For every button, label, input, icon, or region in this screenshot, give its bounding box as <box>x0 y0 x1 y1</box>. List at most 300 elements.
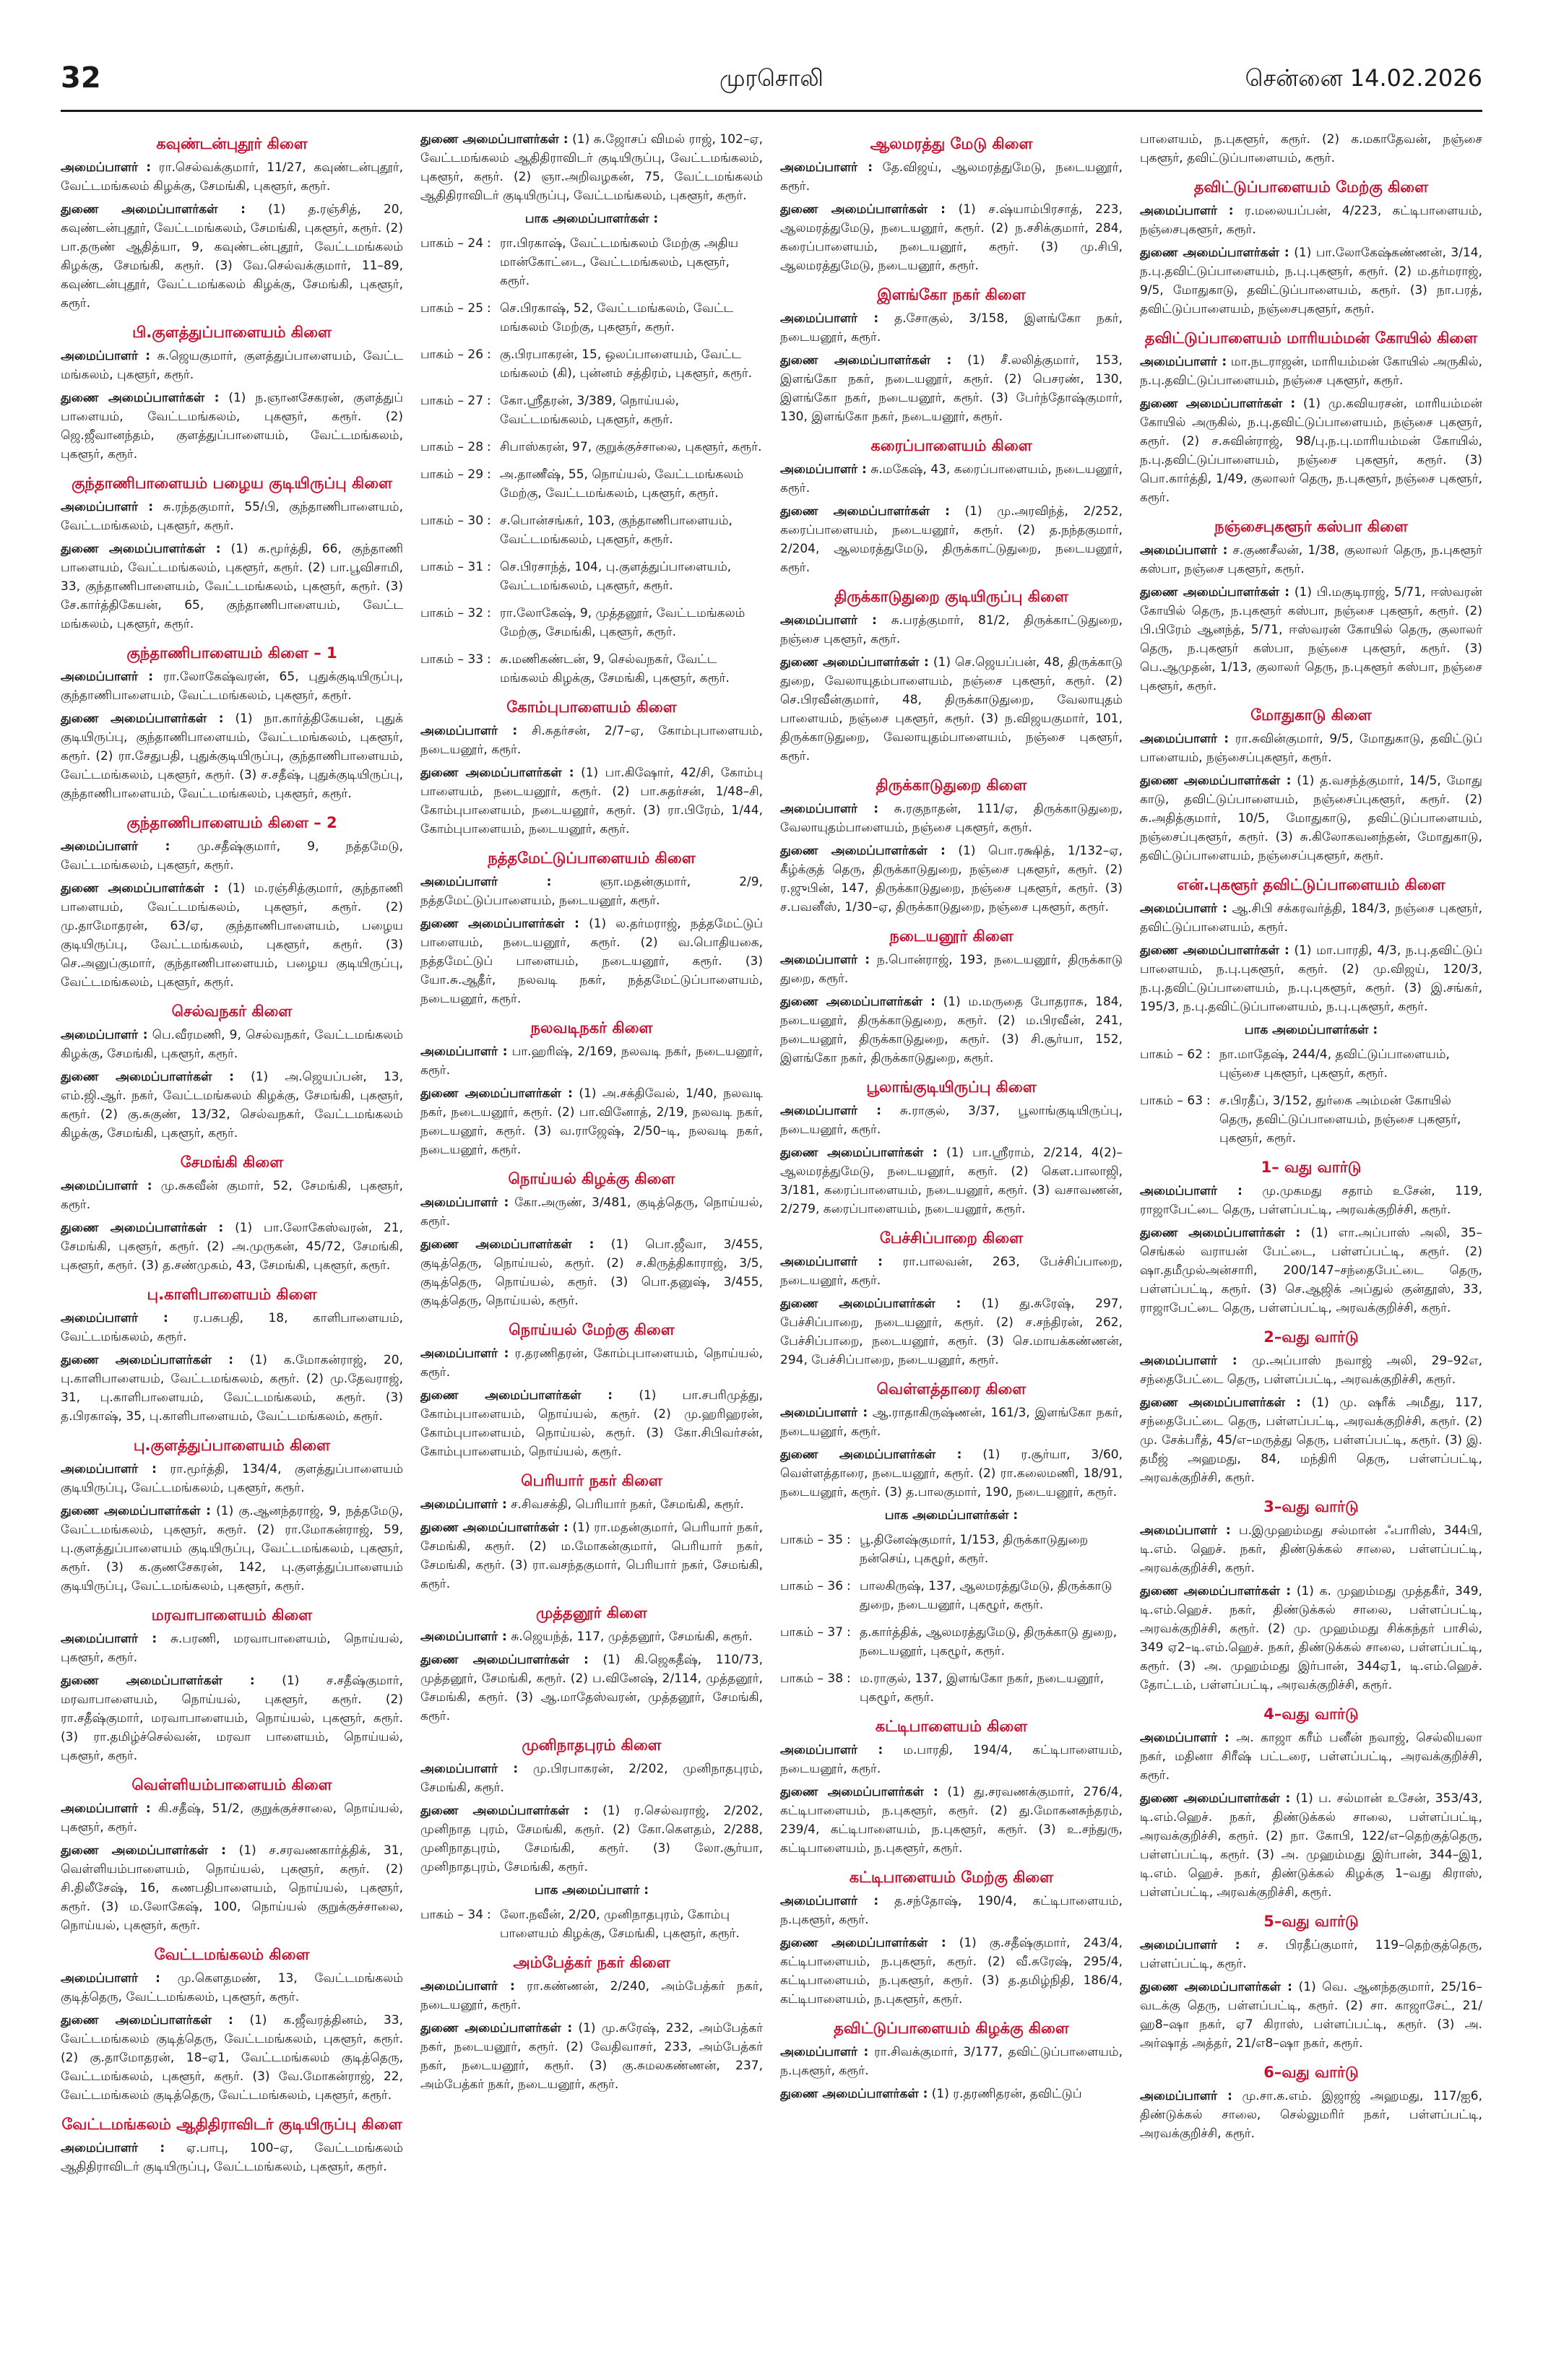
member-details: கோ.அருண், 3/481, குடித்தெரு, நொய்யல், கரூர். <box>420 1195 763 1229</box>
member-details: சு.மகேஷ், 43, கரைப்பாளையம், நடையனூர், கரூர். <box>780 462 1123 496</box>
member-entry <box>61 200 403 313</box>
part-row <box>1140 1045 1482 1083</box>
role-label: துணை அமைப்பாளர்கள் : <box>420 1804 589 1818</box>
role-label: அமைப்பாளர் : <box>61 160 152 175</box>
branch-section <box>1140 1158 1482 1317</box>
part-separator: : <box>487 467 491 482</box>
member-entry <box>61 389 403 464</box>
branch-title: நத்தமேட்டுப்பாளையம் கிளை <box>488 849 696 867</box>
branch-section <box>1140 706 1482 865</box>
member-entry <box>780 1252 1123 1290</box>
role-label: துணை அமைப்பாளர்கள் : <box>61 1504 211 1518</box>
role-label: துணை அமைப்பாளர்கள் : <box>61 881 219 896</box>
member-details: ஞா.மதன்குமார், 2/9, நத்தமேட்டுப்பாளையம், நடையனூர், கரூர். <box>420 875 763 908</box>
member-entry <box>780 800 1123 837</box>
branch-section <box>780 1078 1123 1219</box>
part-details: அ.தாணீஷ், 55, நொய்யல், வேட்டமங்கலம் மேற்கு, வேட்டமங்கலம், புகளூர், கரூர். <box>500 467 744 501</box>
branch-section <box>420 1953 763 2094</box>
role-label: அமைப்பாளர் : <box>780 953 870 967</box>
member-details: (1) ந.ஞானசேகரன், குளத்துப் பாளையம், வேட்டமங்கலம், புகளூர், கரூர். (2) ஜெ.ஜீவானந்தம், குளத்துப்பாளையம், வேட்டமங்கலம், புகளூர், கரூர். <box>61 391 403 462</box>
dateline: சென்னை 14.02.2026 <box>1245 64 1482 92</box>
member-details: மு.சா.க.எம். இஜாஜ் அஹமது, 117/ஐ6, திண்டுக்கல் சாலை, செல்லுமரிர் நகர், பள்ளப்பட்டி, அரவக்குறிச்சி, கரூர். <box>1140 2089 1482 2141</box>
part-separator: : <box>487 394 491 408</box>
branch-section <box>420 1736 763 1943</box>
member-details: (1) மா.பாரதி, 4/3, ந.பு.தவிட்டுப் பாளையம், ந.பு.புகளூர், கரூர். (2) மு.விஜய், 120/3, ந.பு.தவிட்டுப்பாளையம், ந.பு.புகளூர், கரூர். (3) இ.சங்கர், 195/3, ந.பு.தவிட்டுப்பாளையம், ந.பு.புகளூர், கரூர். <box>1140 943 1482 1014</box>
branch-title: பேச்சிப்பாறை கிளை <box>879 1229 1024 1247</box>
branch-section <box>61 1285 403 1426</box>
member-entry <box>1140 1936 1482 1973</box>
member-details: சு.பரத்குமார், 81/2, திருக்காட்டுதுறை, நஞ்சை புகளூர், கரூர். <box>780 613 1123 646</box>
part-separator: : <box>847 1579 851 1593</box>
member-details: மு.சதீஷ்குமார், 9, நத்தமேடு, வேட்டமங்கலம், புகளூர், கரூர். <box>61 839 403 873</box>
member-entry <box>420 1235 763 1310</box>
member-entry <box>420 1627 763 1646</box>
role-label: துணை அமைப்பாளர்கள் : <box>1140 1980 1292 1994</box>
branch-title: குந்தாணிபாளையம் கிளை – 1 <box>126 644 337 662</box>
member-details: (1) க. முஹம்மது முத்தகீர், 349, டி.எம்.ஹெச். நகர், திண்டுக்கல் சாலை, பள்ளப்பட்டி, அரவக்குறிச்சி, கரூர். (2) மு. முஹம்மது சிக்கந்தர் பாசில், 349 ஏ2–டி.எம்.ஹெச். நகர், திண்டுக்கல் சாலை, பள்ளப்பட்டி, கரூர். (3) அ. முஹம்மது இர்பான், 344ஏ1, டி.எம்.ஹெச். தோட்டம், பள்ளப்பட்டி, அரவக்குறிச்சி, கரூர். <box>1140 1584 1482 1692</box>
role-label: அமைப்பாளர் : <box>420 1346 509 1361</box>
role-label: அமைப்பாளர் : <box>61 670 154 684</box>
member-entry <box>780 1741 1123 1778</box>
role-label: அமைப்பாளர் : <box>61 2141 165 2155</box>
branch-section <box>780 1229 1123 1369</box>
part-number: பாகம் – 25 <box>420 301 484 316</box>
role-label: அமைப்பாளர் : <box>780 2045 869 2059</box>
role-label: துணை அமைப்பாளர்கள் : <box>1140 1791 1291 1806</box>
role-label: அமைப்பாளர் : <box>780 1255 883 1269</box>
member-details: மு.பிரபாகரன், 2/202, முனிநாதபுரம், சேமங்கி, கரூர். <box>420 1762 763 1795</box>
part-number: பாகம் – 32 <box>420 606 484 620</box>
member-details: ப.இமுஹம்மது சல்மான் ஃபாரிஸ், 344பி, டி.எம். ஹெச். நகர், திண்டுக்கல் சாலை, பள்ளப்பட்டி, அரவக்குறிச்சி, கரூர். <box>1140 1523 1482 1575</box>
part-separator: : <box>487 347 491 362</box>
member-entry <box>420 130 763 205</box>
member-entry <box>61 879 403 992</box>
member-details: (1) மு.கவியரசன், மாரியம்மன் கோயில் அருகில், ந.பு.தவிட்டுப்பாளையம், நஞ்சை புகளூர், கரூர். (2) ச.சுவின்ராஜ், 98/பு.ந.பு.மாரியம்மன் கோயில், ந.பு.தவிட்டுப்பாளையம், நஞ்சை புகளூர், கரூர். (3) பொ.கார்த்தி, 1/49, குலாலர் தெரு, ந.புகளூர், நஞ்சை புகளூர், கரூர். <box>1140 397 1482 505</box>
branch-title: பு.காளிபாளையம் கிளை <box>147 1286 317 1303</box>
member-details: (1) ச.சதீஷ்குமார், மரவாபாளையம், நொய்யல், புகளூர், கரூர். (2) ரா.சதீஷ்குமார், மரவாபாளையம், நொய்யல், புகளூர், கரூர். (3) ரா.தமிழ்ச்செல்வன், மரவா பாளையம், நொய்யல், புகளூர், கரூர். <box>61 1674 403 1763</box>
member-entry <box>780 502 1123 577</box>
role-label: துணை அமைப்பாளர்கள் : <box>780 353 952 368</box>
branch-title: மரவாபாளையம் கிளை <box>151 1606 313 1624</box>
role-label: அமைப்பாளர் : <box>780 311 879 326</box>
part-details: ரா.லோகேஷ், 9, முத்தனூர், வேட்டமங்கலம் மேற்கு, சேமங்கி, புகளூர், கரூர். <box>500 606 745 639</box>
part-details: கு.பிரபாகரன், 15, ஒலப்பாளையம், வேட்ட மங்கலம் (கி), புன்னம் சத்திரம், புகளூர், கரூர். <box>500 347 753 381</box>
member-details: (1) ப. சல்மான் உசேன், 353/43, டி.எம்.ஹெச். நகர், திண்டுக்கல் சாலை, பள்ளப்பட்டி, அரவக்குறிச்சி, கரூர். (2) நா. கோபி, 122/எ–தெற்குத்தெரு, பள்ளப்பட்டி, கரூர். (3) அ. முஹம்மது இர்பான், 344–இ1, டி.எம். ஹெச். நகர், திண்டுக்கல் கிழக்கு 1–வது கிராஸ், பள்ளப்பட்டி, அரவக்குறிச்சி, கரூர். <box>1140 1791 1482 1900</box>
part-row <box>780 1577 1123 1614</box>
branch-section <box>61 813 403 992</box>
member-details: (1) சு.ஜோசப் விமல் ராஜ், 102–ஏ, வேட்டமங்கலம் ஆதிதிராவிடர் குடியிருப்பு, வேட்டமங்கலம், புகளூர், கரூர். (2) ஞா.அறிவழகன், 75, வேட்டமங்கலம் ஆதிதிராவிடர் குடியிருப்பு, வேட்டமங்கலம், புகளூர், கரூர். <box>420 132 763 203</box>
member-entry <box>1140 202 1482 239</box>
branch-title: நடையனூர் கிளை <box>889 927 1013 945</box>
member-entry <box>1140 2087 1482 2143</box>
member-entry <box>780 309 1123 347</box>
part-organizers-header: பாக அமைப்பாளர்கள் : <box>524 212 659 226</box>
branch-section <box>61 1002 403 1143</box>
branch-section <box>61 134 403 313</box>
part-separator: : <box>487 1908 491 1922</box>
branch-section <box>780 134 1123 275</box>
member-entry <box>61 1068 403 1143</box>
role-label: அமைப்பாளர் : <box>1140 901 1227 916</box>
branch-title: இளங்கோ நகர் கிளை <box>877 286 1026 303</box>
part-number: பாகம் – 31 <box>420 560 484 574</box>
role-label: துணை அமைப்பாளர்கள் : <box>420 2021 573 2035</box>
branch-section <box>1140 1705 1482 1902</box>
role-label: அமைப்பாளர் : <box>61 1028 148 1042</box>
member-details: (1) செ.ஜெயப்பன், 48, திருக்காடு துறை, வேலாயுதம்பாளையம், நஞ்சை புகளூர், கரூர். (2) செ.பிரவீன்குமார், 48, திருக்காடுதுறை, வேலாயுதம் பாளையம், நஞ்சை புகளூர், கரூர். (3) ந.விஜயகுமார், 101, திருக்காடுதுறை, வேலாயுதம்பாளையம், நஞ்சை புகளூர், கரூர். <box>780 655 1123 763</box>
member-details: ரா.கண்ணன், 2/240, அம்பேத்கர் நகர், நடையனூர், கரூர். <box>420 1979 763 2012</box>
member-entry <box>420 1650 763 1726</box>
member-details: (1) கு.ஆனந்தராஜ், 9, நத்தமேடு, வேட்டமங்கலம், புகளூர், கரூர். (2) ரா.மோகன்ராஜ், 59, பு.குளத்துப்பாளையம் குடியிருப்பு, வேட்டமங்கலம், புகளூர், கரூர். (3) க.குணசேகரன், 142, பு.குளத்துப்பாளையம் குடியிருப்பு, வேட்டமங்கலம், புகளூர், கரூர். <box>61 1504 403 1593</box>
member-entry <box>780 992 1123 1068</box>
branch-section <box>780 776 1123 917</box>
member-entry <box>780 1294 1123 1369</box>
member-entry <box>780 951 1123 988</box>
part-separator: : <box>487 606 491 620</box>
role-label: அமைப்பாளர் : <box>61 349 150 363</box>
member-details: ச. பிரதீப்குமார், 119–தெற்குத்தெரு, பள்ளப்பட்டி, கரூர். <box>1140 1938 1482 1971</box>
member-entry <box>780 1892 1123 1929</box>
header-rule <box>61 110 1482 112</box>
member-entry <box>1140 243 1482 319</box>
role-label: துணை அமைப்பாளர்கள் : <box>61 391 220 405</box>
branch-section <box>1140 517 1482 696</box>
member-entry <box>780 2085 1123 2103</box>
member-entry <box>780 1934 1123 2009</box>
role-label: துணை அமைப்பாளர்கள் : <box>61 1843 226 1858</box>
role-label: துணை அமைப்பாளர்கள் : <box>61 1674 255 1688</box>
member-entry <box>780 1783 1123 1858</box>
branch-title: நொய்யல் கிழக்கு கிளை <box>508 1170 675 1187</box>
member-entry <box>1140 1789 1482 1902</box>
role-label: அமைப்பாளர் : <box>61 1632 157 1646</box>
member-details: (1) பா.லோகேஸ்வரன், 21, சேமங்கி, புகளூர், கரூர். (2) அ.முருகன், 45/72, சேமங்கி, புகளூர், கரூர். (3) த.சண்முகம், 43, சேமங்கி, புகளூர், கரூர். <box>61 1221 403 1273</box>
part-details: சிபாஸ்கரன், 97, குறுக்குச்சாலை, புகளூர், கரூர். <box>500 440 762 454</box>
branch-title: நஞ்சைபுகளூர் கஸ்பா கிளை <box>1214 518 1408 535</box>
branch-title: குந்தாணிபாளையம் கிளை – 2 <box>126 814 337 831</box>
role-label: துணை அமைப்பாளர்கள் : <box>61 542 221 556</box>
member-details: (1) து.சுரேஷ், 297, பேச்சிப்பாறை, நடையனூர், கரூர். (2) ச.சந்திரன், 262, பேச்சிப்பாறை, நடையனூர், கரூர். (3) செ.மாயக்கண்ணன், 294, பேச்சிப்பாறை, நடையனூர், கரூர். <box>780 1297 1123 1367</box>
part-number: பாகம் – 33 <box>420 652 484 667</box>
part-details: ரா.பிரகாஷ், வேட்டமங்கலம் மேற்கு அதிய மான்கோட்டை, வேட்டமங்கலம், புகளூர், கரூர். <box>500 236 739 288</box>
member-details: ஏ.பாபு, 100–ஏ, வேட்டமங்கலம் ஆதிதிராவிடர் குடியிருப்பு, வேட்டமங்கலம், புகளூர், கரூர். <box>61 2141 403 2174</box>
branch-title: திருக்காடுதுறை குடியிருப்பு கிளை <box>834 588 1068 605</box>
role-label: அமைப்பாளர் : <box>1140 2089 1232 2103</box>
role-label: அமைப்பாளர் : <box>780 1894 879 1908</box>
member-entry <box>780 158 1123 196</box>
member-entry <box>1140 1728 1482 1785</box>
part-number: பாகம் – 63 <box>1140 1094 1203 1108</box>
branch-section <box>420 698 763 839</box>
member-details: (1) கி.ஜெகதீஷ், 110/73, முத்தனூர், சேமங்கி, கரூர். (2) ப.வினேஷ், 2/114, முத்தனூர், சேமங்கி, கரூர். (3) ஆ.மாதேஸ்வரன், முத்தனூர், சேமங்கி, கரூர். <box>420 1653 763 1723</box>
branch-title: வெள்ளியம்பாளையம் கிளை <box>131 1776 332 1793</box>
member-details: (1) ச.ஷ்யாம்பிரசாத், 223, ஆலமரத்துமேடு, நடையனூர், கரூர். (2) ந.சசிக்குமார், 284, கரைப்பாளையம், நடையனூர், கரூர். (3) மு.சிபி, ஆலமரத்துமேடு, நடையனூர், கரூர். <box>780 202 1123 273</box>
member-entry <box>420 1386 763 1461</box>
column-1 <box>61 130 403 2355</box>
part-separator: : <box>487 301 491 316</box>
branch-section <box>780 436 1123 577</box>
role-label: அமைப்பாளர் : <box>420 1762 519 1776</box>
part-number: பாகம் – 26 <box>420 347 484 362</box>
branch-section <box>780 1717 1123 1858</box>
role-label: துணை அமைப்பாளர்கள் : <box>420 1653 589 1667</box>
branch-title: குந்தாணிபாளையம் பழைய குடியிருப்பு கிளை <box>71 475 393 492</box>
branch-title: நொய்யல் மேற்கு கிளை <box>509 1321 675 1338</box>
branch-title: வேட்டமங்கலம் கிளை <box>154 1946 310 1963</box>
member-details: ரா.மூர்த்தி, 134/4, குளத்துப்பாளையம் குடியிருப்பு, வேட்டமங்கலம், புகளூர், கரூர். <box>61 1462 403 1495</box>
member-details: ச.குணசீலன், 1/38, குலாலர் தெரு, ந.புகளூர் கஸ்பா, நஞ்சை புகளூர், கரூர். <box>1140 543 1482 576</box>
role-label: அமைப்பாளர் : <box>420 1195 509 1210</box>
part-row <box>780 1623 1123 1661</box>
member-details: (1) பி.மகுடிராஜ், 5/71, ஈஸ்வரன் கோயில் தெரு, ந.புகளூர் கஸ்பா, நஞ்சை புகளூர், கரூர். (2) பி.பிரேம் ஆனந்த், 5/71, ஈஸ்வரன் கோயில் தெரு, குலாலர் தெரு, ந.புகளூர் கஸ்பா, நஞ்சை புகளூர், கரூர். (3) பெ.ஆமுதன், 1/13, குலாலர் தெரு, ந.புகளூர் கஸ்பா, நஞ்சை புகளூர், கரூர். <box>1140 585 1482 693</box>
member-entry <box>780 200 1123 275</box>
member-entry <box>420 1084 763 1159</box>
member-details: பா.ஹரிஷ், 2/169, நலவடி நகர், நடையனூர், கரூர். <box>420 1044 763 1078</box>
role-label: துணை அமைப்பாளர்கள் : <box>420 1388 613 1403</box>
role-label: அமைப்பாளர் : <box>420 1979 515 1994</box>
part-number: பாகம் – 28 <box>420 440 484 454</box>
part-separator: : <box>1206 1047 1211 1062</box>
member-details: (1) க.ஜீவரத்தினம், 33, வேட்டமங்கலம் குடித்தெரு, வேட்டமங்கலம், புகளூர், கரூர். (2) கு.தாமோதரன், 18–ஏ1, வேட்டமங்கலம் குடித்தெரு, வேட்டமங்கலம், புகளூர், கரூர். (3) வே.மோகன்ராஜ், 22, வேட்டமங்கலம் குடித்தெரு, வேட்டமங்கலம், புகளூர், கரூர். <box>61 2013 403 2103</box>
role-label: அமைப்பாளர் : <box>420 875 552 889</box>
branch-section <box>420 130 763 688</box>
role-label: துணை அமைப்பாளர்கள் : <box>420 917 579 931</box>
role-label: துணை அமைப்பாளர்கள் : <box>420 1086 573 1101</box>
role-label: துணை அமைப்பாளர்கள் : <box>1140 585 1290 600</box>
member-entry <box>420 1042 763 1080</box>
member-entry <box>61 1351 403 1426</box>
role-label: அமைப்பாளர் : <box>1140 543 1228 558</box>
part-separator: : <box>487 560 491 574</box>
member-entry <box>780 841 1123 917</box>
part-number: பாகம் – 62 <box>1140 1047 1203 1062</box>
role-label: அமைப்பாளர் : <box>61 1462 157 1476</box>
role-label: அமைப்பாளர் : <box>420 1044 508 1059</box>
branch-section <box>61 644 403 803</box>
branch-title: கட்டிபாளையம் மேற்கு கிளை <box>849 1869 1054 1886</box>
branch-title: சேமங்கி கிளை <box>180 1154 284 1171</box>
member-entry <box>1140 130 1482 168</box>
role-label: துணை அமைப்பாளர்கள் : <box>420 132 569 147</box>
branch-title: பு.குளத்துப்பாளையம் கிளை <box>133 1437 331 1454</box>
role-label: துணை அமைப்பாளர்கள் : <box>780 844 946 858</box>
member-details: (1) ரா.மதன்குமார், பெரியார் நகர், சேமங்கி, கரூர். (2) ம.மோகன்குமார், பெரியார் நகர், சேமங்கி, கரூர். (3) ரா.வசந்தகுமார், பெரியார் நகர், சேமங்கி, கரூர். <box>420 1520 763 1591</box>
branch-section <box>61 1153 403 1275</box>
member-details: சு.பரணி, மரவாபாளையம், நொய்யல், புகளூர், கரூர். <box>61 1632 403 1665</box>
branch-title: பெரியார் நகர் கிளை <box>521 1472 662 1489</box>
member-details: (1) க.மோகன்ராஜ், 20, பு.காளிபாளையம், வேட்டமங்கலம், கரூர். (2) மு.தேவராஜ், 31, பு.காளிபாளையம், வேட்டமங்கலம், கரூர். (3) த.பிரகாஷ், 35, பு.காளிபாளையம், வேட்டமங்கலம், கரூர். <box>61 1353 403 1424</box>
member-entry <box>1140 352 1482 390</box>
part-details: ச.பொன்சங்கர், 103, குந்தாணிபாளையம், வேட்டமங்கலம், புகளூர், கரூர். <box>500 514 732 547</box>
branch-section <box>420 1471 763 1593</box>
member-details: ந.பொன்ராஜ், 193, நடையனூர், திருக்காடு துறை, கரூர். <box>780 953 1123 986</box>
member-details: மு.கௌதமண், 13, வேட்டமங்கலம் குடித்தெரு, வேட்டமங்கலம், புகளூர், கரூர். <box>61 1971 403 2004</box>
branch-title: தவிட்டுப்பாளையம் மேற்கு கிளை <box>1193 178 1429 196</box>
branch-section <box>1140 178 1482 319</box>
member-details: (1) மு.அரவிந்த், 2/252, கரைப்பாளையம், நடையனூர், கரூர். (2) த.நந்தகுமார், 2/204, ஆலமரத்துமேடு, திருக்காட்டுதுறை, நடையனூர், கரூர். <box>780 504 1123 575</box>
branch-section <box>61 474 403 633</box>
member-details: (1) வெ. ஆனந்தகுமார், 25/16– வடக்கு தெரு, பள்ளப்பட்டி, கரூர். (2) சா. காஜாசேட், 21/ஹ8–ஷா நகர், ஏ7 கிராஸ், பள்ளப்பட்டி, கரூர். (3) அ. அர்ஷாத் அத்தர், 21/எ8–ஷா நகர், கரூர். <box>1140 1980 1482 2051</box>
role-label: அமைப்பாளர் : <box>780 613 877 628</box>
member-entry <box>420 873 763 910</box>
part-details: த.கார்த்திக், ஆலமரத்துமேடு, திருக்காடு துறை, நடையனூர், புகழூர், கரூர். <box>860 1625 1118 1658</box>
part-details: சு.மணிகண்டன், 9, செல்வநகர், வேட்ட மங்கலம் கிழக்கு, சேமங்கி, புகளூர், கரூர். <box>500 652 730 685</box>
role-label: துணை அமைப்பாளர்கள் : <box>61 2013 233 2028</box>
member-details: (1) த.ரஞ்சித், 20, கவுண்டன்புதூர், வேட்டமங்கலம், சேமங்கி, புகளூர், கரூர். (2) பா.தருண் ஆதித்யா, 9, கவுண்டன்புதூர், வேட்டமங்கலம் கிழக்கு, சேமங்கி, கரூர். (3) வே.செல்வக்குமார், 11–89, கவுண்டன்புதூர், வேட்டமங்கலம் கிழக்கு, சேமங்கி, புகளூர், கரூர். <box>61 202 403 311</box>
branch-section <box>61 1606 403 1765</box>
role-label: துணை அமைப்பாளர்கள் : <box>1140 246 1289 260</box>
member-details: (1) நா.கார்த்திகேயன், புதுக் குடியிருப்பு, குந்தாணிபாளையம், வேட்டமங்கலம், புகளூர், கரூர். (2) ரா.சேதுபதி, புதுக்குடியிருப்பு, குந்தாணிபாளையம், வேட்டமங்கலம், புகளூர், கரூர். (3) ச.சதீஷ், புதுக்குடியிருப்பு, குந்தாணிபாளையம், வேட்டமங்கலம், புகளூர், கரூர். <box>61 711 403 801</box>
role-label: துணை அமைப்பாளர்கள் : <box>780 2087 928 2101</box>
branch-section <box>61 2115 403 2176</box>
member-entry <box>1140 1182 1482 1219</box>
role-label: அமைப்பாளர் : <box>420 724 518 738</box>
member-details: ரா.சிவக்குமார், 3/177, தவிட்டுப்பாளையம், ந.புகளூர், கரூர். <box>780 2045 1123 2078</box>
role-label: துணை அமைப்பாளர்கள் : <box>1140 943 1289 958</box>
member-entry <box>61 837 403 875</box>
role-label: துணை அமைப்பாளர்கள் : <box>780 655 929 670</box>
part-number: பாகம் – 36 <box>780 1579 844 1593</box>
member-details: (1) சீ.லலித்குமார், 153, இளங்கோ நகர், நடையனூர், கரூர். (2) பெசரண், 130, இளங்கோ நகர், நடையனூர், கரூர். (3) பேர்ந்தோஷ்குமார், 130, இளங்கோ நகர், நடையனூர், கரூர். <box>780 353 1123 424</box>
branch-title: ஆலமரத்து மேடு கிளை <box>870 135 1033 152</box>
member-entry <box>61 1026 403 1063</box>
role-label: துணை அமைப்பாளர்கள் : <box>780 1936 946 1950</box>
part-row <box>420 391 763 429</box>
branch-section <box>420 849 763 1008</box>
member-entry <box>780 2043 1123 2080</box>
part-separator: : <box>487 440 491 454</box>
member-entry <box>1140 394 1482 507</box>
member-entry <box>420 1495 763 1514</box>
member-entry <box>61 498 403 535</box>
role-label: துணை அமைப்பாளர்கள் : <box>420 1520 569 1535</box>
member-details: மா.நடராஜன், மாரியம்மன் கோயில் அருகில், ந.பு.தவிட்டுப்பாளையம், நஞ்சை புகளூர், கரூர். <box>1140 355 1482 388</box>
role-label: துணை அமைப்பாளர்கள் : <box>1140 1226 1301 1240</box>
part-organizers-header: பாக அமைப்பாளர் : <box>534 1883 649 1897</box>
part-details: செ.பிரகாஷ், 52, வேட்டமங்கலம், வேட்ட மங்கலம் மேற்கு, புகளூர், கரூர். <box>500 301 734 334</box>
branch-section <box>61 1945 403 2105</box>
part-number: பாகம் – 29 <box>420 467 484 482</box>
part-row <box>1140 1091 1482 1148</box>
branch-section <box>780 587 1123 766</box>
role-label: அமைப்பாளர் : <box>420 1497 507 1512</box>
member-entry <box>61 1502 403 1596</box>
branch-title: முனிநாதபுரம் கிளை <box>522 1736 662 1754</box>
member-details: ஆ.ராதாகிருஷ்ணன், 161/3, இளங்கோ நகர், நடையனூர், கரூர். <box>780 1406 1123 1439</box>
member-entry <box>780 351 1123 426</box>
part-details: பூ.தினேஷ்குமார், 1/153, திருக்காடுதுறை நன்செய், புகழூர், கரூர். <box>860 1533 1089 1566</box>
member-details: (1) த.வசந்த்குமார், 14/5, மோது காடு, தவிட்டுப்பாளையம், நஞ்சைப்புகளூர், கரூர். (2) சு.அதித்குமார், 10/5, மோதுகாடு, தவிட்டுப்பாளையம், நஞ்சைப்புகளூர், கரூர். (3) சு.கிலோகவனந்தன், மோதுகாடு, தவிட்டுப்பாளையம், நஞ்சைப்புகளூர், கரூர். <box>1140 774 1482 863</box>
member-entry <box>780 1403 1123 1441</box>
member-entry <box>61 540 403 633</box>
role-label: துணை அமைப்பாளர்கள் : <box>61 1070 234 1084</box>
masthead <box>0 0 1543 108</box>
member-details: சு.ஜெயகுமார், குளத்துப்பாளையம், வேட்ட மங்கலம், புகளூர், கரூர். <box>61 349 403 382</box>
part-row <box>780 1669 1123 1707</box>
member-entry <box>420 1801 763 1877</box>
member-entry <box>61 1671 403 1765</box>
member-details: மு.முகமது சதாம் உசேன், 119, ராஜாபேட்டை தெரு, பள்ளப்பட்டி, அரவக்குறிச்சி, கரூர். <box>1140 1184 1482 1217</box>
part-separator: : <box>487 514 491 528</box>
member-details: ர.பசுபதி, 18, காளிபாளையம், வேட்டமங்கலம், கரூர். <box>61 1311 403 1344</box>
part-details: ச.பிரதீப், 3/152, துர்கை அம்மன் கோயில் தெரு, தவிட்டுப்பாளையம், நஞ்சை புகளூர், புகளூர், கரூர். <box>1219 1094 1461 1146</box>
role-label: அமைப்பாளர் : <box>1140 732 1229 746</box>
role-label: துணை அமைப்பாளர்கள் : <box>780 504 950 519</box>
member-entry <box>61 1177 403 1214</box>
article-columns <box>61 130 1482 2355</box>
member-details: (1) க.மூர்த்தி, 66, குந்தாணி பாளையம், வேட்டமங்கலம், புகளூர், கரூர். (2) பா.பூவிசாமி, 33, குந்தாணிபாளையம், வேட்டமங்கலம், புகளூர், கரூர். (3) சே.கார்த்திகேயன், 65, குந்தாணிபாளையம், வேட்ட மங்கலம், புகளூர், கரூர். <box>61 542 403 631</box>
member-entry <box>61 1219 403 1275</box>
member-entry <box>61 1460 403 1497</box>
role-label: அமைப்பாளர் : <box>61 1971 160 1986</box>
role-label: துணை அமைப்பாளர்கள் : <box>61 1353 234 1367</box>
branch-section <box>1140 875 1482 1148</box>
member-details: பாளையம், ந.புகளூர், கரூர். (2) க.மகாதேவன், நஞ்சை புகளூர், தவிட்டுப்பாளையம், கரூர். <box>1140 132 1482 165</box>
member-entry <box>780 611 1123 649</box>
member-details: (1) பொ.ஜீவா, 3/455, குடித்தெரு, நொய்யல், கரூர். (2) ச.கிருத்திகாராஜ், 3/5, குடித்தெரு, நொய்யல், கரூர். (3) பொ.தனுஷ், 3/455, குடித்தெரு, நொய்யல், கரூர். <box>420 1237 763 1308</box>
member-entry <box>61 1309 403 1346</box>
member-details: (1) பா.சபரிமுத்து, கோம்புபாளையம், நொய்யல், கரூர். (2) மு.ஹரிஹரன், கோம்புபாளையம், நொய்யல், கரூர். (3) கோ.சிபிவர்சன், கோம்புபாளையம், நொய்யல், கரூர். <box>420 1388 763 1459</box>
member-details: (1) கு.சதீஷ்குமார், 243/4, கட்டிபாளையம், ந.புகளூர், கரூர். (2) வீ.சுரேஷ், 295/4, கட்டிபாளையம், ந.புகளூர், கரூர். (3) த.தமிழ்நிதி, 186/4, கட்டிபாளையம், ந.புகளூர், கரூர். <box>780 1936 1123 2007</box>
member-details: (1) பா.ஸ்ரீராம், 2/214, 4(2)–ஆலமரத்துமேடு, நடையனூர், கரூர். (2) கௌ.பாலாஜி, 3/181, கரைப்பாளையம், நடையனூர், கரூர். (3) வசாவணன், 2/279, கரைப்பாளையம், நடையனூர், கரூர். <box>780 1146 1123 1216</box>
part-details: லோ.நவீன், 2/20, முனிநாதபுரம், கோம்பு பாளையம் கிழக்கு, சேமங்கி, புகளூர், கரூர். <box>500 1908 740 1941</box>
part-row <box>420 234 763 290</box>
member-details: (1) பொ.ரக்ஷித், 1/132–ஏ, கீழ்க்குத் தெரு, திருக்காடுதுறை, நஞ்சை புகளூர், கரூர். (2) ர.ஜுபின், 147, திருக்காடுதுறை, நஞ்சை புகளூர், கரூர். (3) ச.பவனீஸ், 1/30–ஏ, திருக்காடுதுறை, நஞ்சை புகளூர், கரூர். <box>780 844 1123 914</box>
member-details: (1) பா.கிஷோர், 42/சி, கோம்பு பாளையம், நடையனூர், கரூர். (2) பா.சுதர்சன், 1/48–சி, கோம்புபாளையம், நடையனூர், கரூர். (3) ரா.பிரேம், 1/44, கோம்புபாளையம், நடையனூர், கரூர். <box>420 766 763 836</box>
role-label: துணை அமைப்பாளர்கள் : <box>780 1146 938 1160</box>
member-entry <box>61 1841 403 1935</box>
member-entry <box>61 2139 403 2176</box>
role-label: அமைப்பாளர் : <box>1140 204 1234 218</box>
member-entry <box>1140 941 1482 1016</box>
branch-section <box>780 927 1123 1068</box>
branch-title: கோம்புபாளையம் கிளை <box>506 698 677 716</box>
role-label: அமைப்பாளர் : <box>780 1104 882 1118</box>
member-details: (1) மு. ஷரீக் அமீது, 117, சந்தைபேட்டை தெரு, பள்ளப்பட்டி, அரவக்குறிச்சி, கரூர். (2) மு. சேக்பரீத், 45/எ–மருத்து தெரு, பள்ளப்பட்டி, கரூர். (3) இ. தமீஜ் அஹமது, 84, மந்திரி தெரு, பள்ளப்பட்டி, அரவக்குறிச்சி, கரூர். <box>1140 1395 1482 1485</box>
part-details: ம.ராகுல், 137, இளங்கோ நகர், நடையனூர், புகழூர், கரூர். <box>860 1671 1105 1705</box>
member-details: ரா.பாலவன், 263, பேச்சிப்பாறை, நடையனூர், கரூர். <box>780 1255 1123 1288</box>
branch-title: தவிட்டுப்பாளையம் மாரியம்மன் கோயில் கிளை <box>1144 329 1478 347</box>
branch-section <box>1140 2063 1482 2143</box>
member-entry <box>61 2011 403 2105</box>
part-number: பாகம் – 30 <box>420 514 484 528</box>
part-separator: : <box>487 652 491 667</box>
role-label: துணை அமைப்பாளர்கள் : <box>780 202 946 217</box>
member-entry <box>1140 1582 1482 1695</box>
member-entry <box>1140 541 1482 579</box>
member-entry <box>420 1193 763 1231</box>
member-details: (1) ம.மருதை போதராசு, 184, நடையனூர், திருக்காடுதுறை, கரூர். (2) ம.பிரவீன், 241, நடையனூர், திருக்காடுதுறை, கரூர். (3) சி.சூர்யா, 152, இளங்கோ நகர், திருக்காடுதுறை, கரூர். <box>780 995 1123 1065</box>
role-label: அமைப்பாளர் : <box>420 1630 507 1644</box>
member-details: ரா.லோகேஷ்வரன், 65, புதுக்குடியிருப்பு, குந்தாணிபாளையம், வேட்டமங்கலம், புகளூர், கரூர். <box>61 670 403 703</box>
member-details: அ. காஜா கரீம் பனீன் நவாஜ், செல்லியலா நகர், மதினா சிரீஷ் பட்டரை, பள்ளப்பட்டி, அரவக்குறிச்சி, கரூர். <box>1140 1731 1482 1783</box>
branch-section <box>61 1775 403 1935</box>
member-entry <box>420 914 763 1008</box>
branch-title: கட்டிபாளையம் கிளை <box>875 1718 1028 1735</box>
member-entry <box>1140 1521 1482 1578</box>
member-details: ர.தரணிதரன், கோம்புபாளையம், நொய்யல், கரூர். <box>420 1346 763 1380</box>
member-entry <box>420 763 763 839</box>
column-3 <box>780 130 1123 2355</box>
role-label: துணை அமைப்பாளர்கள் : <box>1140 774 1292 788</box>
member-details: சு.ஜெயந்த், 117, முத்தனூர், சேமங்கி, கரூர். <box>511 1630 753 1644</box>
branch-title: வெள்ளத்தாரை கிளை <box>876 1380 1026 1398</box>
member-details: ரா.சுவின்குமார், 9/5, மோதுகாடு, தவிட்டுப் பாளையம், நஞ்சைப்புகளூர், கரூர். <box>1140 732 1482 765</box>
branch-section <box>1140 130 1482 168</box>
member-details: (1) மு.சுரேஷ், 232, அம்பேத்கர் நகர், நடையனூர், கரூர். (2) வேதிவாசர், 233, அம்பேத்கர் நகர், நடையனூர், கரூர். (3) கு.சுமலகண்ணன், 237, அம்பேத்கர் நகர், நடையனூர், கரூர். <box>420 2021 763 2092</box>
newspaper-name: முரசொலி <box>719 64 824 92</box>
branch-section <box>780 285 1123 426</box>
